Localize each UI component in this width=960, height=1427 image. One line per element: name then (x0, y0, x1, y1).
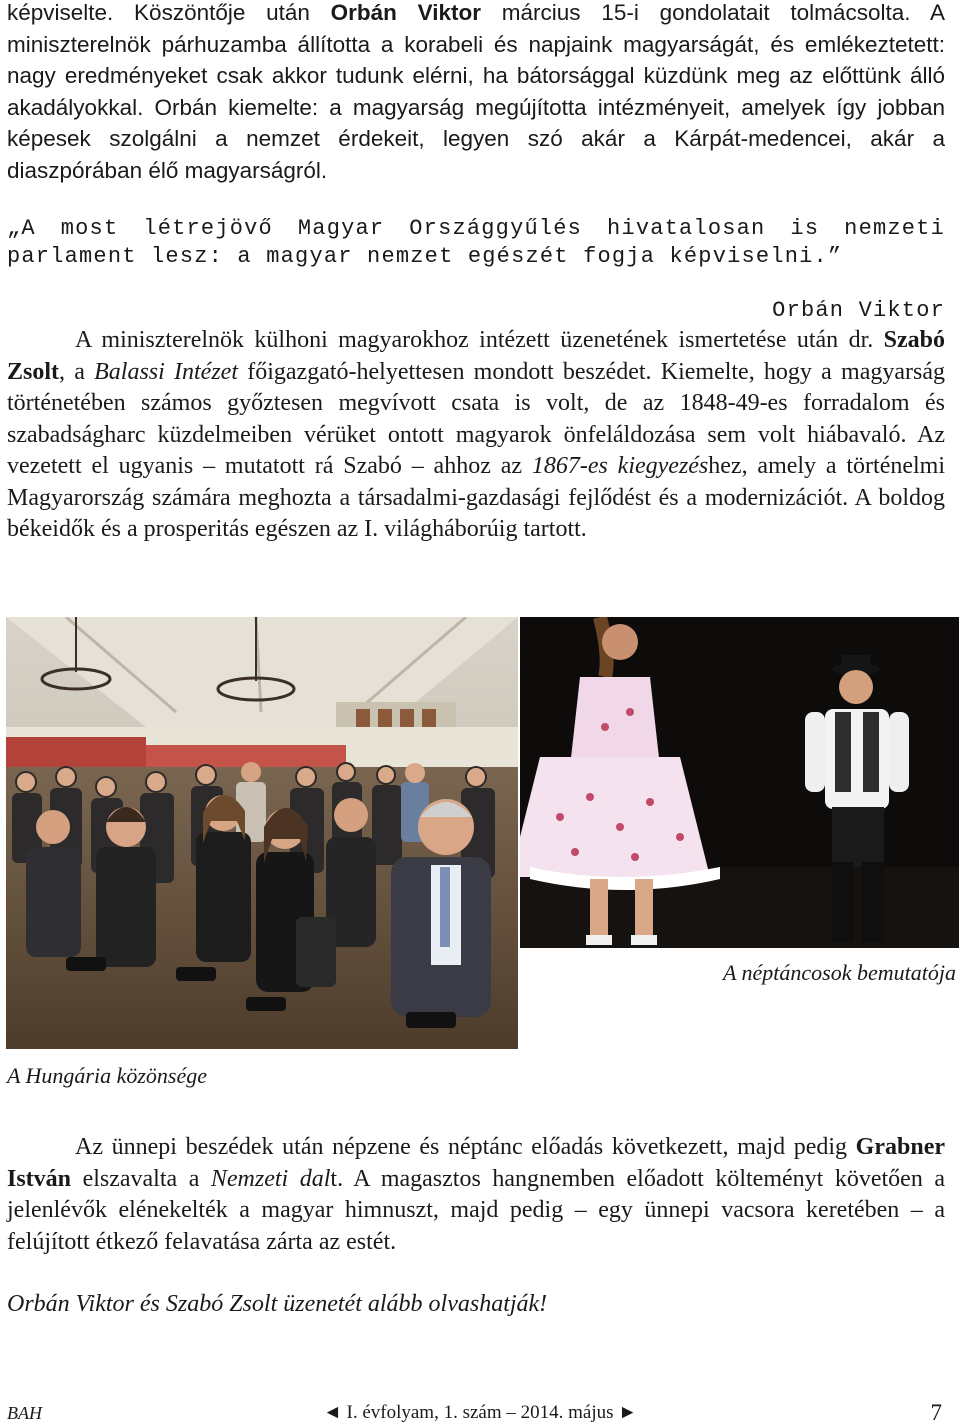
caption-audience: A Hungária közönsége (7, 1063, 208, 1088)
p3-name-grabner: Grabner István (7, 1134, 945, 1192)
closing-line: Orbán Viktor és Szabó Zsolt üzenetét alább olvashatják! (7, 1291, 548, 1317)
p2-balassi-institute: Balassi Intézet (94, 358, 238, 385)
photo-audience (6, 617, 518, 1049)
p2-compromise-1867: 1867-es kiegyezés (531, 453, 709, 479)
photo-dancers (520, 617, 959, 948)
footer-issue: ◄ I. évfolyam, 1. szám – 2014. május ► (322, 1402, 638, 1423)
p2-text-a: A miniszterelnök külhoni magyarokhoz intézett üzenetének ismertetése után dr. (75, 327, 884, 353)
p2-text-e: főigazgató-helyettesen mondott beszédet. Kiemelte, hogy a magyarság történetében számos győztesen megvívott csata is volt, de az 1848-49-es forradalom és szabadságharc küzdelmeiben vérüket ontott magyarok önfeláldozása sem volt hiábavaló. Az vezetett el ugyanis – mutatott rá Szabó – ahhoz az (7, 358, 945, 479)
p1-text-c: március 15-i gondolatait tolmácsolta. A miniszterelnök párhuzamba állította a korabeli és napjaink magyarságát, és emlékeztetett: nagy eredményeket csak akkor tudunk elérni, ha bátorsággal küzdünk meg az előttünk álló akadályokkal. Orbán kiemelte: a magyarság megújította intézményeit, amelyek így jobban képesek szolgálni a nemzet érdekeit, legyen szó akár a Kárpát-medencei, akár a diaszpórában élő magyarságról. (7, 0, 945, 183)
p2-name-szabo: Szabó Zsolt (7, 327, 945, 385)
quote-author: Orbán Viktor (772, 298, 945, 323)
paragraph-program (7, 1132, 945, 1258)
p2-text-g: hez, amely a történelmi Magyarország számára meghozta a társadalmi-gazdasági fejlődést és a modernizációt. A boldog békeidők és a prosperitás egészen az I. világháborúig tartott. (7, 453, 946, 542)
paragraph-szabo-speech (7, 325, 945, 546)
footer-page-number: 7 (930, 1400, 942, 1425)
p3-text-c: elszavalta a (71, 1165, 211, 1192)
p3-text-e: t. A magasztos hangnemben előadott költeményt követően a jelenlévők elénekelték a magyar himnuszt, majd pedig – egy ünnepi vacsora keretében – a felújított étkező felavatása zárta az estét. (7, 1165, 945, 1255)
p3-text-a: Az ünnepi beszédek után népzene és néptánc előadás következett, majd pedig (75, 1134, 856, 1160)
paragraph-orban-message (7, 0, 945, 186)
p2-text-c: , a (59, 358, 95, 385)
footer-logo: BAH (7, 1403, 42, 1423)
quote-text: „A most létrejövő Magyar Országgyűlés hivatalosan is nemzeti parlament lesz: a magyar nemzet egészét fogja képviselni.” (7, 216, 945, 269)
caption-dancers: A néptáncosok bemutatója (723, 960, 956, 985)
p3-nemzeti-dal: Nemzeti dal (210, 1165, 331, 1192)
p1-text-a: képviselte. Köszöntője után (7, 0, 331, 25)
audience-illustration (6, 617, 518, 1049)
p1-name-orban: Orbán Viktor (330, 0, 482, 25)
dancers-illustration (520, 617, 959, 948)
